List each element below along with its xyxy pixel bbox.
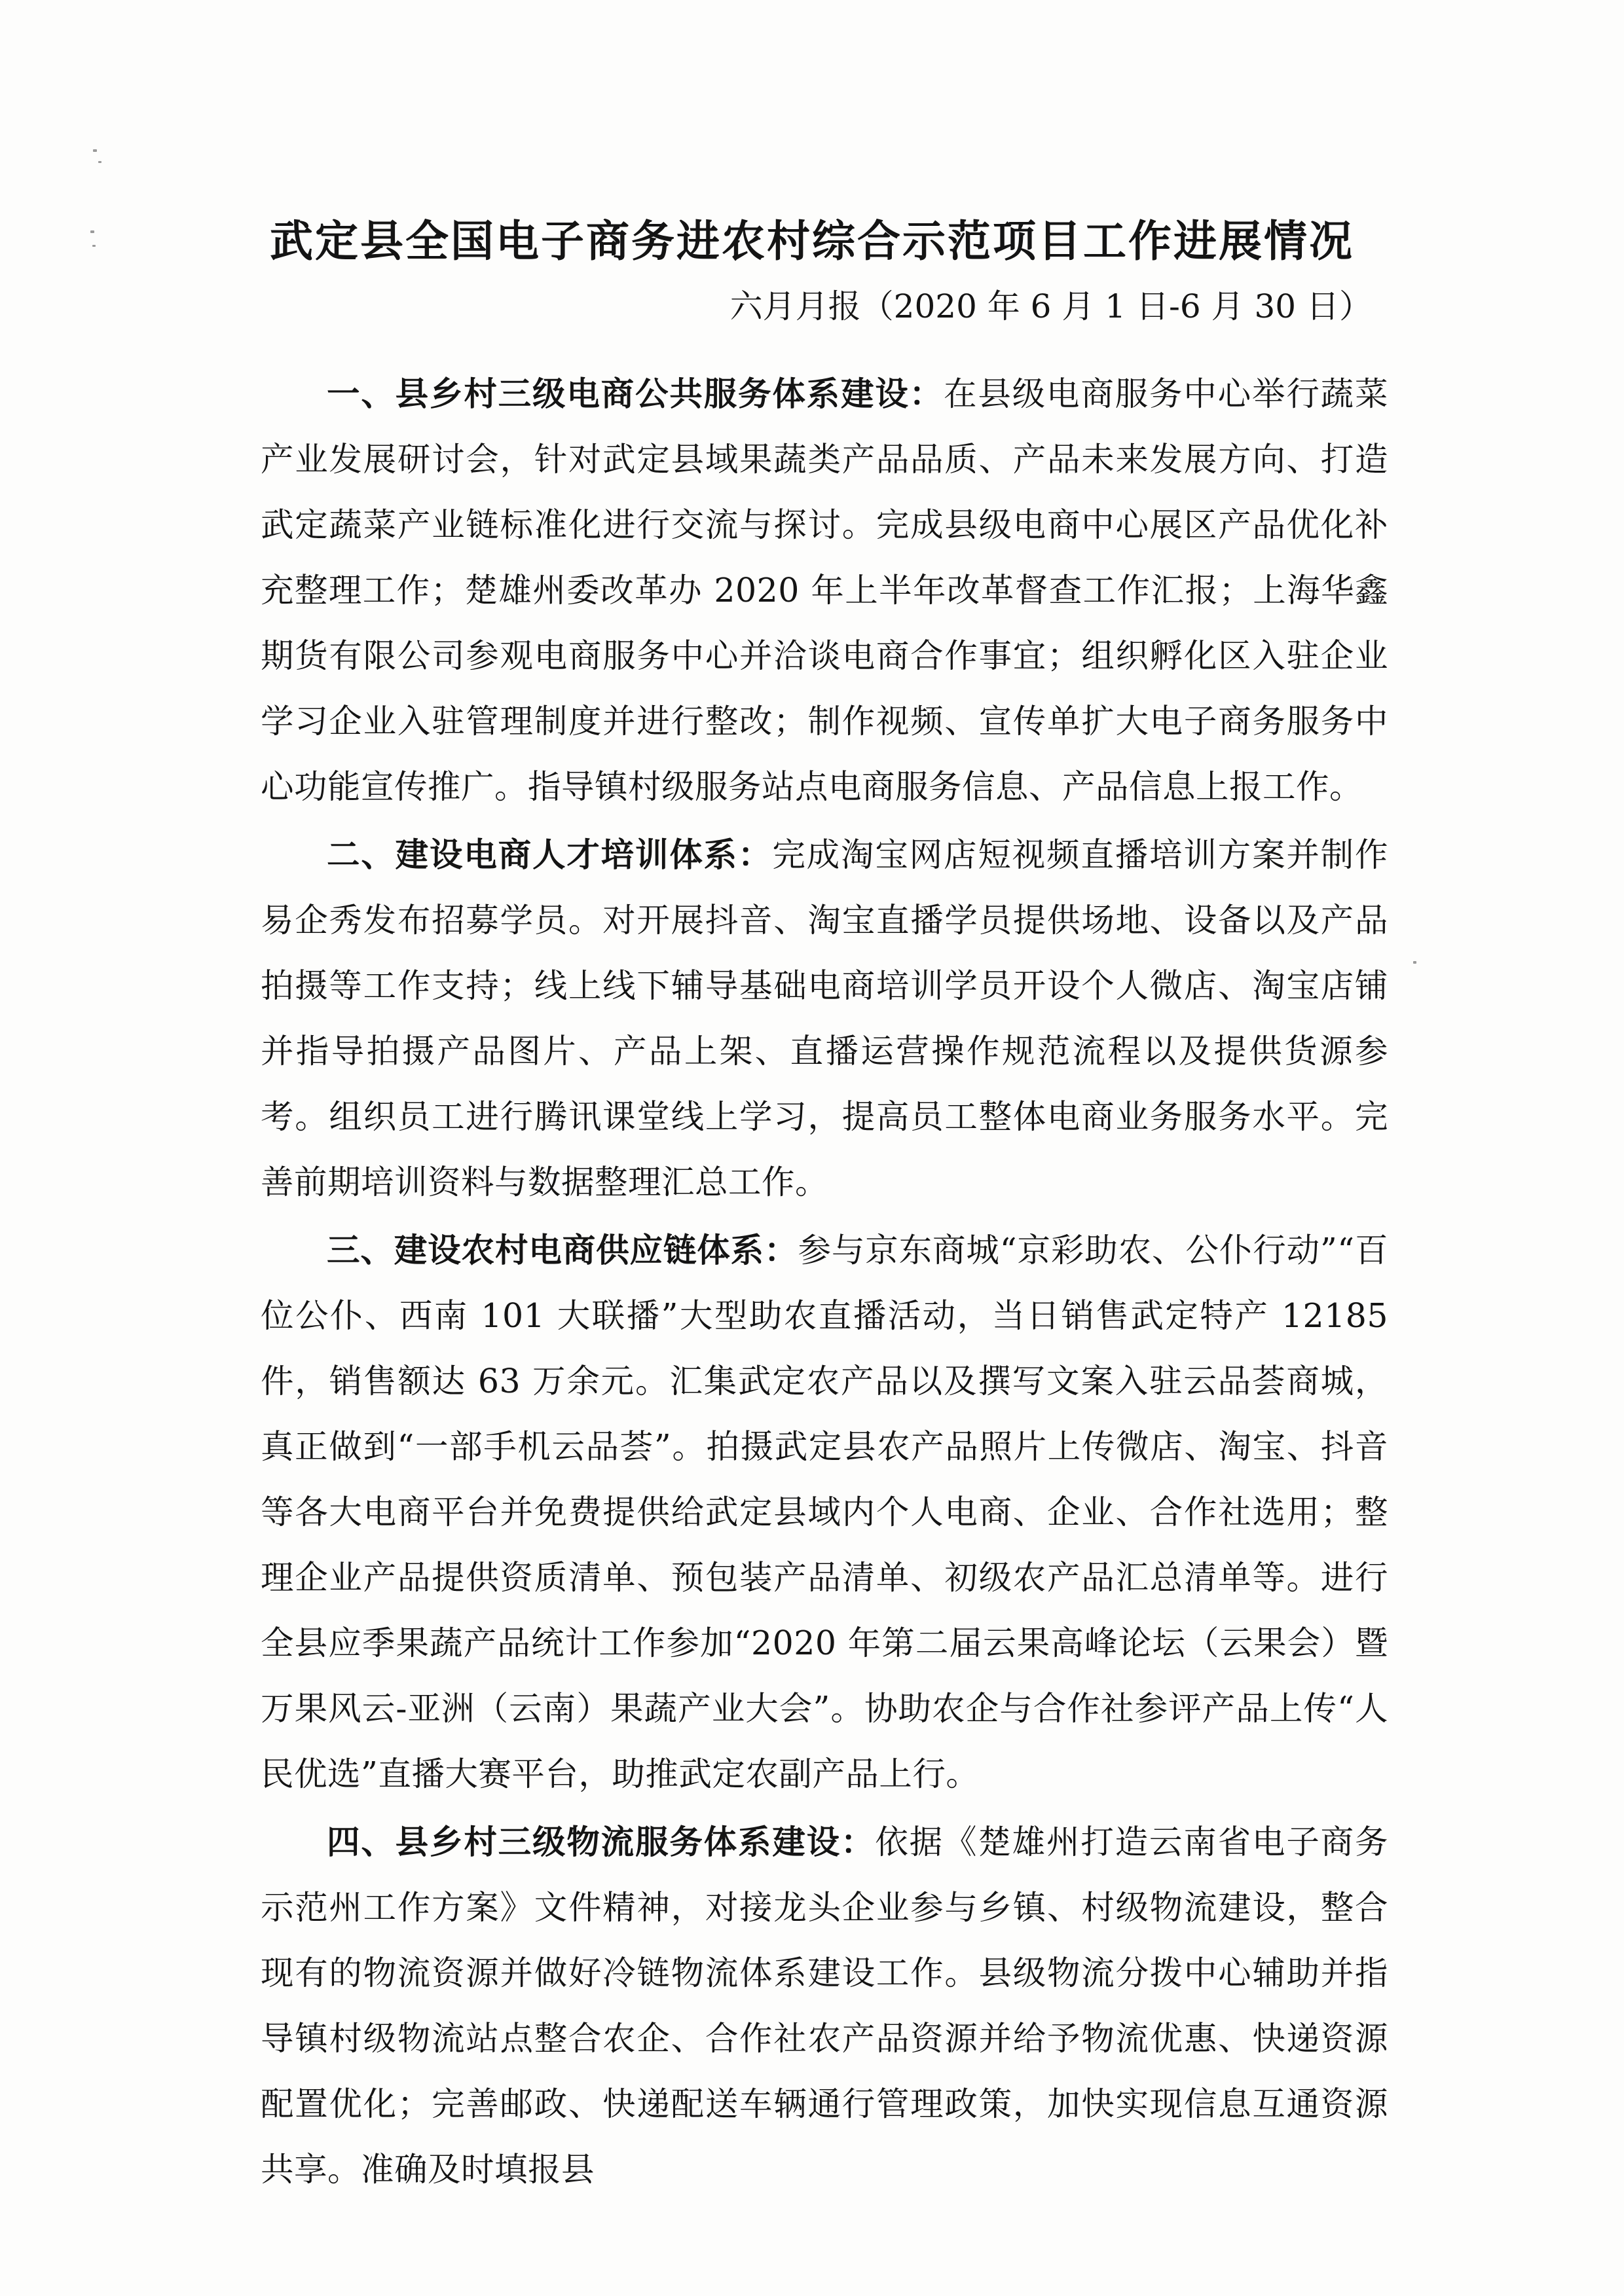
scan-speck-3 [90, 230, 94, 233]
section-1-heading: 一、县乡村三级电商公共服务体系建设： [327, 374, 944, 413]
section-3-text: 参与京东商城“京彩助农、公仆行动”“百位公仆、西南 101 大联播”大型助农直播活动，当日销售武定特产 12185 件，销售额达 63 万余元。汇集武定农产品以及撰写文案入驻云品荟商城，真正做到“一部手机云品荟”。拍摄武定县农产品照片上传微店、淘宝、抖音等各大电商平台并免费提供给武定县域内个人电商、企业、合作社选用；整理企业产品提供资质清单、预包装产品清单、初级农产品汇总清单等。进行全县应季果蔬产品统计工作参加“2020 年第二届云果高峰论坛（云果会）暨万果风云-亚洲（云南）果蔬产业大会”。协助农企与合作社参评产品上传“人民优选”直播大赛平台，助推武定农副产品上行。 [261, 1231, 1389, 1793]
report-period-subtitle: 六月月报（2020 年 6 月 1 日-6 月 30 日） [729, 287, 1372, 325]
section-2-text: 完成淘宝网店短视频直播培训方案并制作易企秀发布招募学员。对开展抖音、淘宝直播学员提供场地、设备以及产品拍摄等工作支持；线上线下辅导基础电商培训学员开设个人微店、淘宝店铺并指导拍摄产品图片、产品上架、直播运营操作规范流程以及提供货源参考。组织员工进行腾讯课堂线上学习，提高员工整体电商业务服务水平。完善前期培训资料与数据整理汇总工作。 [261, 835, 1389, 1201]
scan-speck-2 [98, 161, 101, 163]
scan-speck-4 [92, 245, 96, 247]
section-4-text: 依据《楚雄州打造云南省电子商务示范州工作方案》文件精神，对接龙头企业参与乡镇、村级物流建设，整合现有的物流资源并做好冷链物流体系建设工作。县级物流分拨中心辅助并指导镇村级物流站点整合农企、合作社农产品资源并给予物流优惠、快递资源配置优化；完善邮政、快递配送车辆通行管理政策，加快实现信息互通资源共享。准确及时填报县 [261, 1823, 1389, 2189]
section-4-paragraph [261, 1810, 1388, 2202]
section-2-heading: 二、建设电商人才培训体系： [327, 835, 773, 874]
section-3-heading: 三、建设农村电商供应链体系： [327, 1231, 798, 1269]
document-body [261, 361, 1388, 2205]
scan-speck-5 [1413, 961, 1416, 964]
document-title: 武定县全国电子商务进农村综合示范项目工作进展情况 [270, 215, 1354, 266]
section-4-heading: 四、县乡村三级物流服务体系建设： [327, 1823, 876, 1861]
scan-speck-1 [93, 149, 97, 152]
section-1-text: 在县级电商服务中心举行蔬菜产业发展研讨会，针对武定县域果蔬类产品品质、产品未来发展方向、打造武定蔬菜产业链标准化进行交流与探讨。完成县级电商中心展区产品优化补充整理工作；楚雄州委改革办 2020 年上半年改革督查工作汇报；上海华鑫期货有限公司参观电商服务中心并洽谈电商合作事宜；组织孵化区入驻企业学习企业入驻管理制度并进行整改；制作视频、宣传单扩大电子商务服务中心功能宣传推广。指导镇村级服务站点电商服务信息、产品信息上报工作。 [261, 374, 1388, 806]
section-2-paragraph [261, 822, 1388, 1215]
section-1-paragraph [261, 361, 1388, 820]
section-3-paragraph [261, 1218, 1388, 1807]
